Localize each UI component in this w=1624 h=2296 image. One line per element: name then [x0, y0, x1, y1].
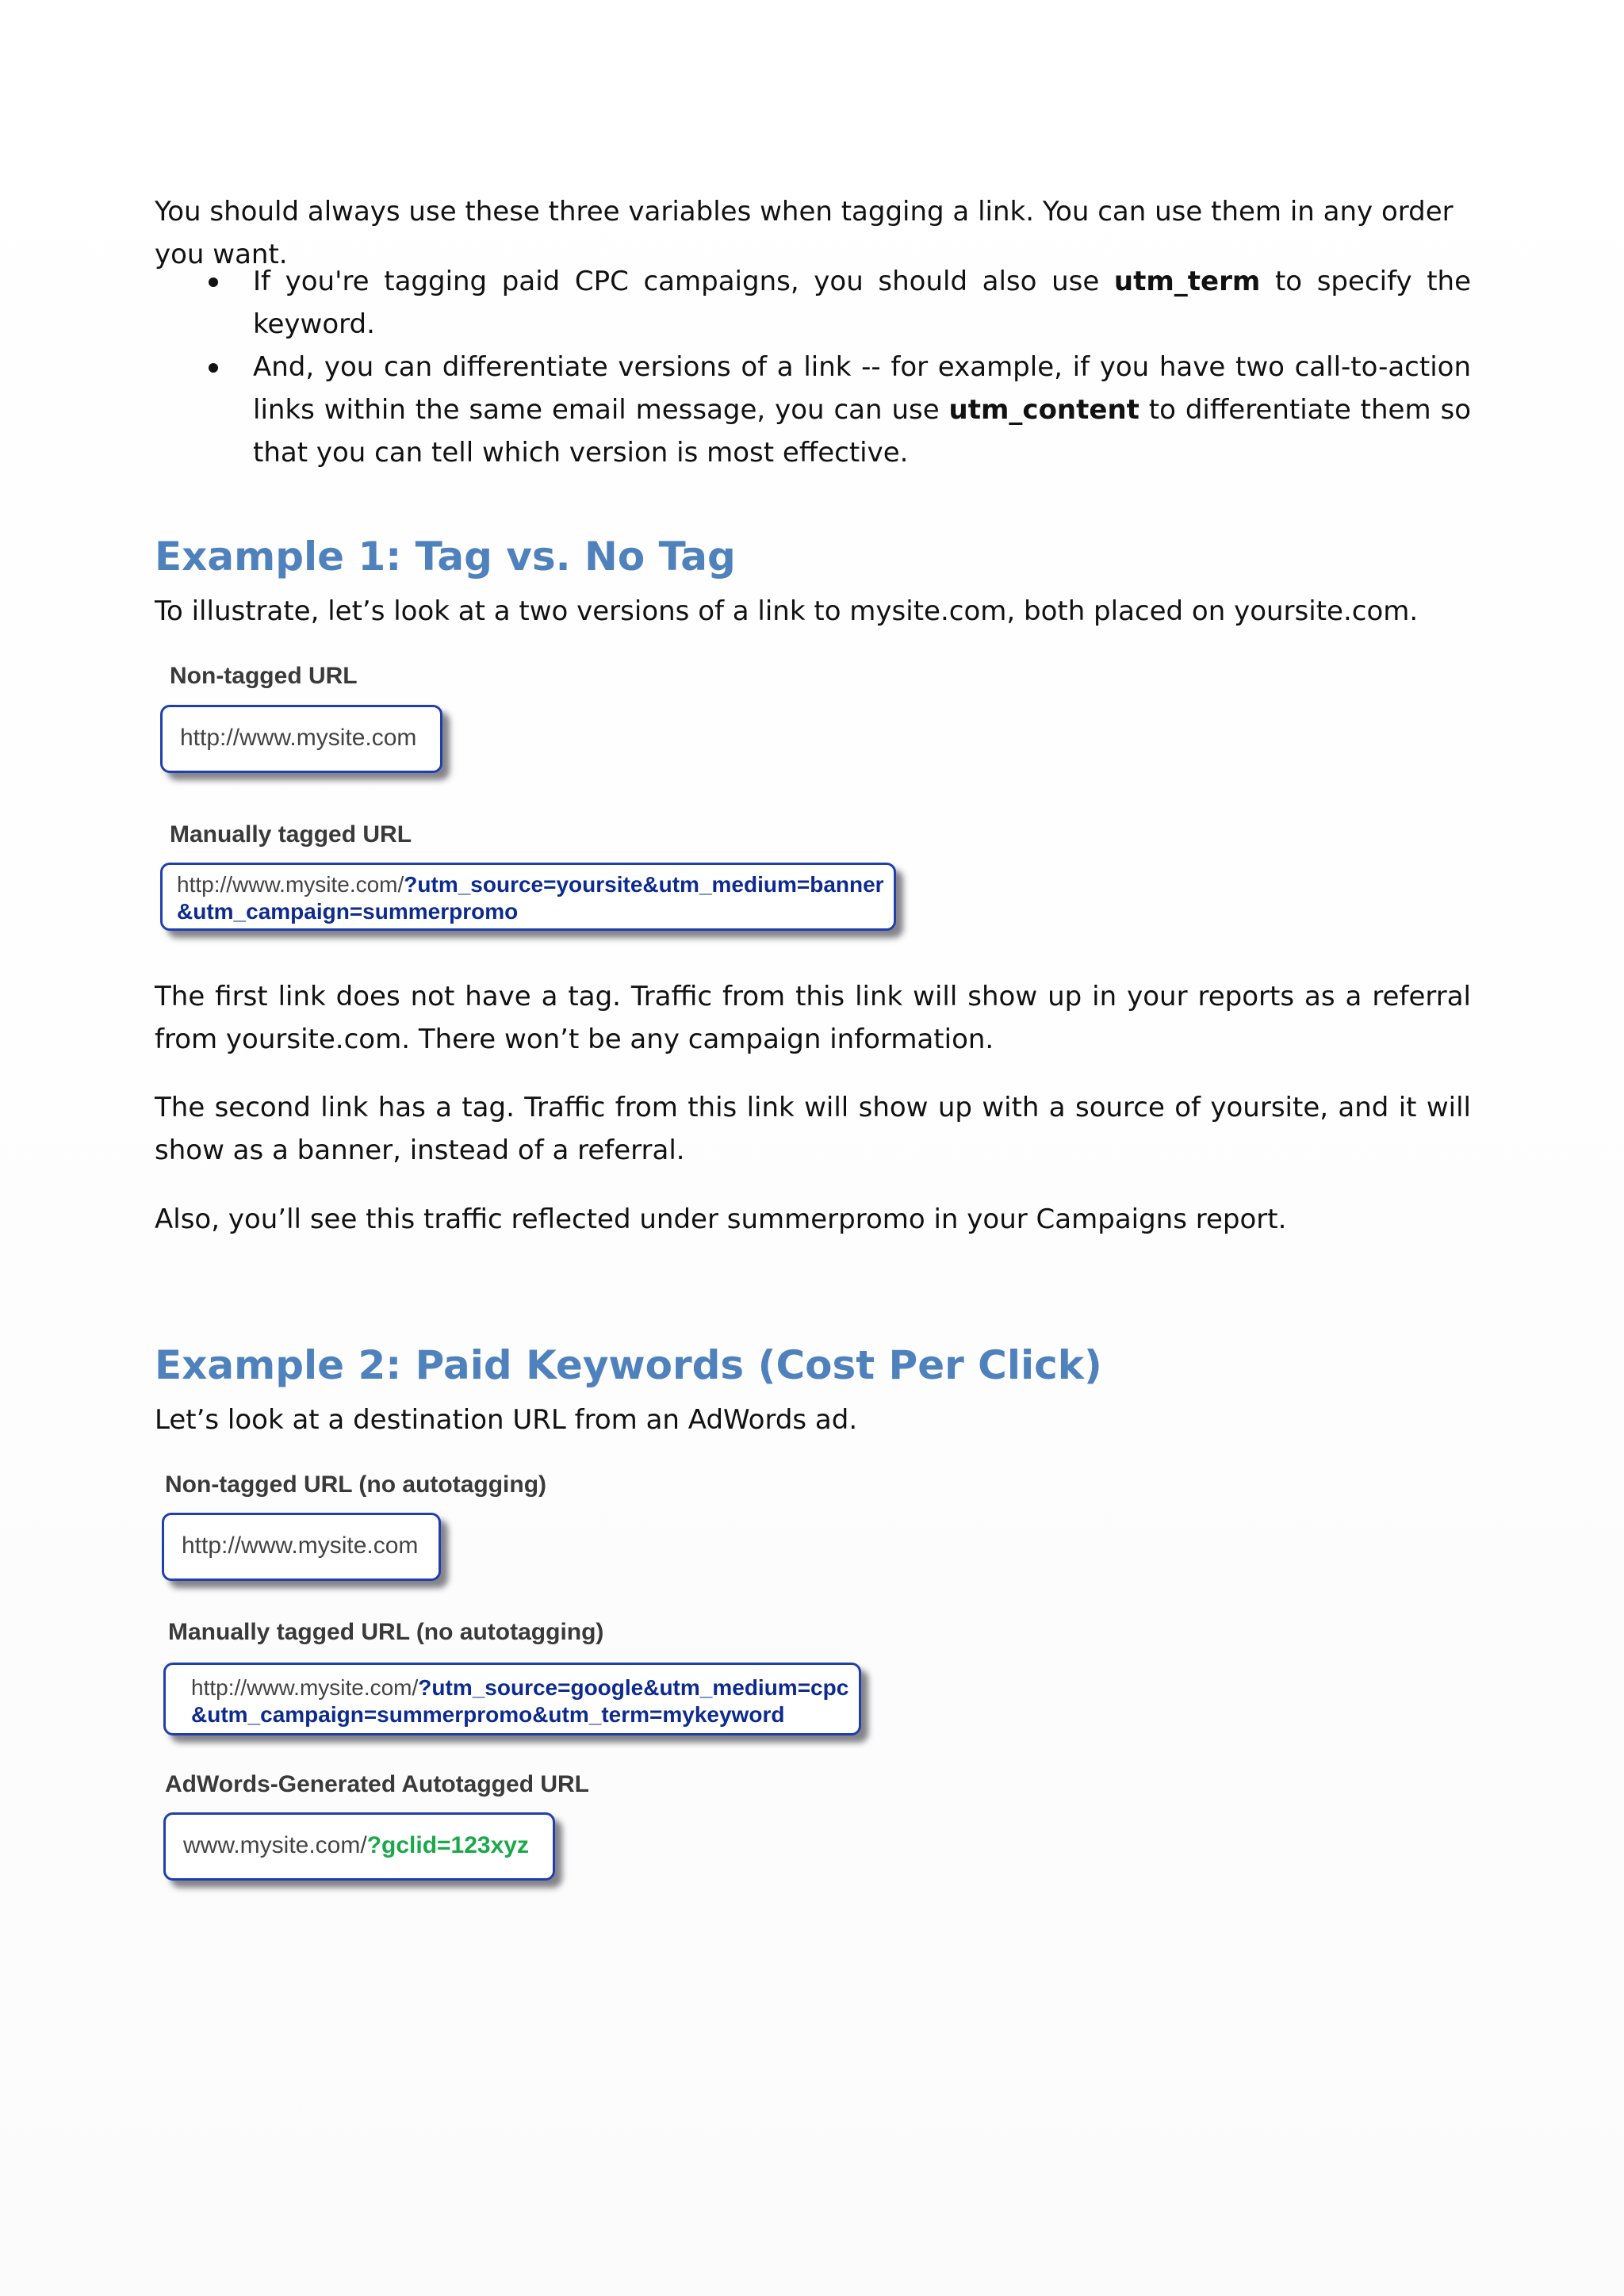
list-item [155, 346, 1471, 474]
bullet-keyword: utm_content [948, 394, 1139, 426]
tagged-url-line1 [177, 871, 894, 898]
autotagged-url-label: AdWords-Generated Autotagged URL [165, 1771, 590, 1797]
bullet-text-after: to specify the keyword. [253, 266, 1471, 340]
example1-paragraph-3: Also, you’ll see this traffic reflected under summerpromo in your Campaigns report. [155, 1203, 1287, 1235]
bullet-icon [209, 363, 218, 373]
tagged-url-base: http://www.mysite.com/ [177, 872, 404, 897]
autotagged-url-base: www.mysite.com/ [183, 1832, 367, 1858]
tagged-url-base: http://www.mysite.com/ [191, 1675, 419, 1700]
bullet-text-before: And, you can differentiate versions of a link -- for example, if you have two call-to-action links within the same email message, you can use [253, 351, 1471, 426]
tagged-url-box [163, 1663, 861, 1735]
tagged-url-label: Manually tagged URL (no autotagging) [168, 1619, 604, 1645]
untagged-url-text: http://www.mysite.com [180, 725, 417, 751]
tagged-url-params: ?utm_source=google&utm_medium=cpc [418, 1675, 849, 1700]
untagged-url-label: Non-tagged URL [170, 663, 358, 689]
tagged-url-line2: &utm_campaign=summerpromo&utm_term=mykeyword [191, 1702, 785, 1727]
tagged-url-box [160, 863, 896, 931]
list-item [155, 260, 1471, 346]
bullet-keyword: utm_term [1113, 266, 1261, 297]
example1-intro: To illustrate, let’s look at a two versions of a link to mysite.com, both placed on yoursite.com. [155, 595, 1419, 627]
bullet-list [155, 260, 1471, 474]
tagged-url-params: ?utm_source=yoursite&utm_medium=banner [404, 872, 884, 897]
bullet-text-before: If you're tagging paid CPC campaigns, you should also use [253, 266, 1114, 297]
untagged-url-box [160, 705, 442, 773]
untagged-url-box [162, 1513, 441, 1581]
bullet-text-after: to differentiate them so that you can tell which version is most effective. [253, 394, 1471, 469]
example1-heading: Example 1: Tag vs. No Tag [155, 534, 736, 580]
untagged-url-text: http://www.mysite.com [182, 1533, 419, 1559]
tagged-url-line1 [191, 1674, 859, 1701]
tagged-url-line2: &utm_campaign=summerpromo [177, 899, 519, 924]
example2-intro: Let’s look at a destination URL from an AdWords ad. [155, 1404, 858, 1436]
example1-paragraph-2: The second link has a tag. Traffic from this link will show up with a source of yoursite, and it will show as a banner, instead of a referral. [155, 1092, 1471, 1166]
bullet-icon [209, 277, 218, 287]
intro-paragraph: You should always use these three variables when tagging a link. You can use them in any order you want. [155, 196, 1454, 270]
autotagged-url-param: ?gclid=123xyz [366, 1832, 529, 1858]
example2-heading: Example 2: Paid Keywords (Cost Per Click) [155, 1342, 1102, 1388]
untagged-url-label: Non-tagged URL (no autotagging) [165, 1471, 547, 1498]
autotagged-url-box [163, 1812, 555, 1881]
example1-paragraph-1: The first link does not have a tag. Traffic from this link will show up in your reports as a referral from yoursite.com. There won’t be any campaign information. [155, 981, 1471, 1055]
tagged-url-label: Manually tagged URL [170, 821, 412, 848]
